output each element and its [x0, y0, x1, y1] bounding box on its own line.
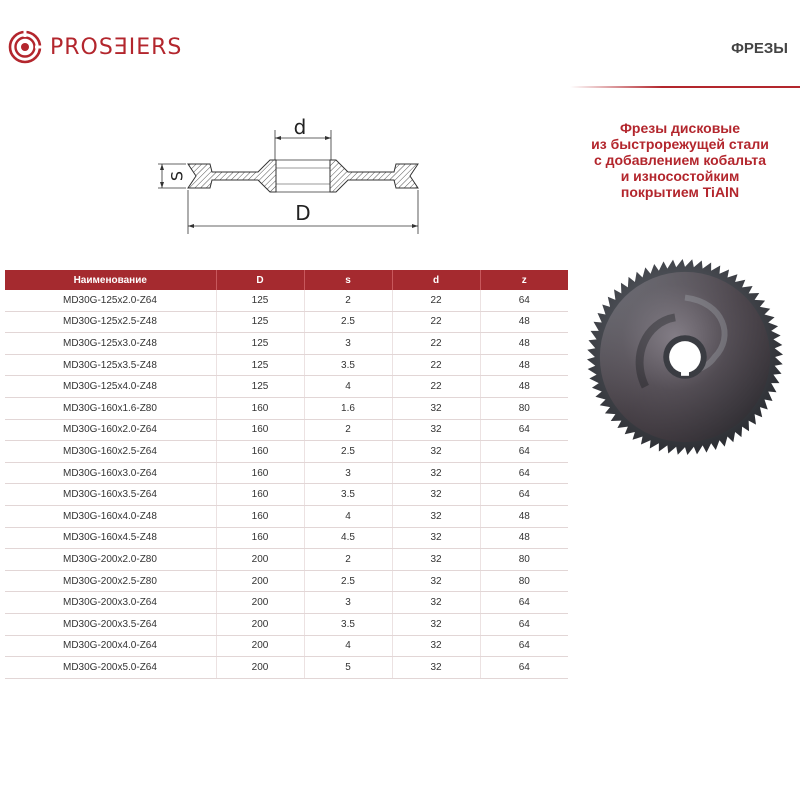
cell-s: 4 — [304, 635, 392, 657]
column-header-z: z — [480, 270, 568, 290]
cell-D: 125 — [216, 354, 304, 376]
cell-d: 32 — [392, 505, 480, 527]
cell-z: 64 — [480, 441, 568, 463]
cell-z: 48 — [480, 311, 568, 333]
cell-d: 32 — [392, 397, 480, 419]
table-row — [5, 397, 568, 419]
column-header-D: D — [216, 270, 304, 290]
table-header-row — [5, 270, 568, 290]
page-header — [0, 0, 800, 90]
cell-z: 80 — [480, 549, 568, 571]
cell-z: 64 — [480, 613, 568, 635]
cell-name: MD30G-125x2.0-Z64 — [5, 290, 216, 311]
cell-D: 125 — [216, 333, 304, 355]
cell-z: 64 — [480, 657, 568, 679]
cell-s: 2.5 — [304, 441, 392, 463]
cell-s: 4 — [304, 376, 392, 398]
cell-D: 160 — [216, 462, 304, 484]
cell-D: 200 — [216, 635, 304, 657]
header-divider — [570, 86, 800, 88]
cell-D: 160 — [216, 527, 304, 549]
cell-D: 160 — [216, 397, 304, 419]
cell-D: 125 — [216, 311, 304, 333]
section-title: ФРЕЗЫ — [731, 40, 788, 57]
table-row — [5, 441, 568, 463]
cell-s: 3 — [304, 592, 392, 614]
cell-s: 5 — [304, 657, 392, 679]
description-line: Фрезы дисковые — [619, 120, 741, 136]
cell-z: 64 — [480, 592, 568, 614]
cell-name: MD30G-200x3.5-Z64 — [5, 613, 216, 635]
cell-name: MD30G-125x4.0-Z48 — [5, 376, 216, 398]
cell-d: 32 — [392, 592, 480, 614]
cell-s: 3.5 — [304, 484, 392, 506]
cell-d: 32 — [392, 635, 480, 657]
table-row — [5, 376, 568, 398]
cell-name: MD30G-160x4.0-Z48 — [5, 505, 216, 527]
cell-s: 2.5 — [304, 570, 392, 592]
table-row — [5, 333, 568, 355]
cell-z: 64 — [480, 290, 568, 311]
column-header-s: s — [304, 270, 392, 290]
cell-d: 22 — [392, 290, 480, 311]
table-row — [5, 527, 568, 549]
diagram-label-s: S — [167, 170, 187, 182]
cell-D: 200 — [216, 549, 304, 571]
product-description — [566, 120, 794, 200]
cell-D: 125 — [216, 290, 304, 311]
cell-s: 1.6 — [304, 397, 392, 419]
cell-s: 2 — [304, 290, 392, 311]
cell-s: 3.5 — [304, 613, 392, 635]
table-row — [5, 311, 568, 333]
description-line: покрытием TiAlN — [620, 184, 740, 200]
cell-D: 160 — [216, 441, 304, 463]
table-row — [5, 613, 568, 635]
cell-z: 64 — [480, 419, 568, 441]
table-row — [5, 592, 568, 614]
cell-name: MD30G-125x2.5-Z48 — [5, 311, 216, 333]
cell-s: 3.5 — [304, 354, 392, 376]
cell-d: 32 — [392, 419, 480, 441]
cell-z: 80 — [480, 570, 568, 592]
cutter-dimension-diagram — [150, 108, 430, 238]
cell-name: MD30G-200x3.0-Z64 — [5, 592, 216, 614]
table-row — [5, 419, 568, 441]
cell-name: MD30G-200x2.5-Z80 — [5, 570, 216, 592]
column-header-name: Наименование — [5, 270, 216, 290]
table-row — [5, 570, 568, 592]
cell-name: MD30G-160x2.5-Z64 — [5, 441, 216, 463]
cell-name: MD30G-200x2.0-Z80 — [5, 549, 216, 571]
cell-d: 32 — [392, 570, 480, 592]
diagram-label-D: D — [295, 201, 311, 225]
description-line: и износостойким — [620, 168, 740, 184]
cell-name: MD30G-200x4.0-Z64 — [5, 635, 216, 657]
cell-s: 3 — [304, 333, 392, 355]
cell-D: 160 — [216, 505, 304, 527]
cell-D: 160 — [216, 484, 304, 506]
cell-z: 48 — [480, 505, 568, 527]
table-row — [5, 290, 568, 311]
cell-d: 22 — [392, 376, 480, 398]
cell-D: 200 — [216, 613, 304, 635]
cell-d: 32 — [392, 441, 480, 463]
cell-d: 22 — [392, 354, 480, 376]
cell-z: 80 — [480, 397, 568, 419]
cell-D: 160 — [216, 419, 304, 441]
cell-d: 32 — [392, 462, 480, 484]
cell-d: 32 — [392, 549, 480, 571]
cell-name: MD30G-200x5.0-Z64 — [5, 657, 216, 679]
cell-s: 2 — [304, 549, 392, 571]
cell-z: 64 — [480, 635, 568, 657]
cell-s: 2 — [304, 419, 392, 441]
cell-d: 22 — [392, 333, 480, 355]
cell-z: 48 — [480, 376, 568, 398]
cell-z: 64 — [480, 484, 568, 506]
specification-table — [5, 270, 568, 679]
cell-name: MD30G-160x4.5-Z48 — [5, 527, 216, 549]
brand-logo[interactable] — [8, 30, 182, 64]
cell-s: 4 — [304, 505, 392, 527]
cell-s: 2.5 — [304, 311, 392, 333]
cell-D: 125 — [216, 376, 304, 398]
cell-z: 64 — [480, 462, 568, 484]
cell-d: 32 — [392, 527, 480, 549]
disc-milling-cutter-image — [586, 258, 784, 456]
cell-name: MD30G-160x2.0-Z64 — [5, 419, 216, 441]
cell-name: MD30G-160x3.5-Z64 — [5, 484, 216, 506]
cell-s: 3 — [304, 462, 392, 484]
cell-name: MD30G-160x1.6-Z80 — [5, 397, 216, 419]
brand-name: PROSƎIERS — [50, 34, 183, 60]
cell-name: MD30G-160x3.0-Z64 — [5, 462, 216, 484]
cell-d: 32 — [392, 613, 480, 635]
table-row — [5, 549, 568, 571]
cell-D: 200 — [216, 570, 304, 592]
table-row — [5, 484, 568, 506]
cell-z: 48 — [480, 333, 568, 355]
cell-name: MD30G-125x3.5-Z48 — [5, 354, 216, 376]
cell-d: 32 — [392, 484, 480, 506]
cell-z: 48 — [480, 527, 568, 549]
cell-D: 200 — [216, 592, 304, 614]
cell-D: 200 — [216, 657, 304, 679]
description-line: с добавлением кобальта — [593, 152, 767, 168]
table-row — [5, 657, 568, 679]
table-row — [5, 505, 568, 527]
prosfiers-logo-icon — [8, 30, 42, 64]
cell-d: 32 — [392, 657, 480, 679]
table-row — [5, 635, 568, 657]
cell-name: MD30G-125x3.0-Z48 — [5, 333, 216, 355]
cell-d: 22 — [392, 311, 480, 333]
cell-z: 48 — [480, 354, 568, 376]
column-header-d: d — [392, 270, 480, 290]
diagram-label-d: d — [293, 115, 307, 139]
cell-s: 4.5 — [304, 527, 392, 549]
table-row — [5, 462, 568, 484]
description-line: из быстрорежущей стали — [591, 136, 769, 152]
table-row — [5, 354, 568, 376]
